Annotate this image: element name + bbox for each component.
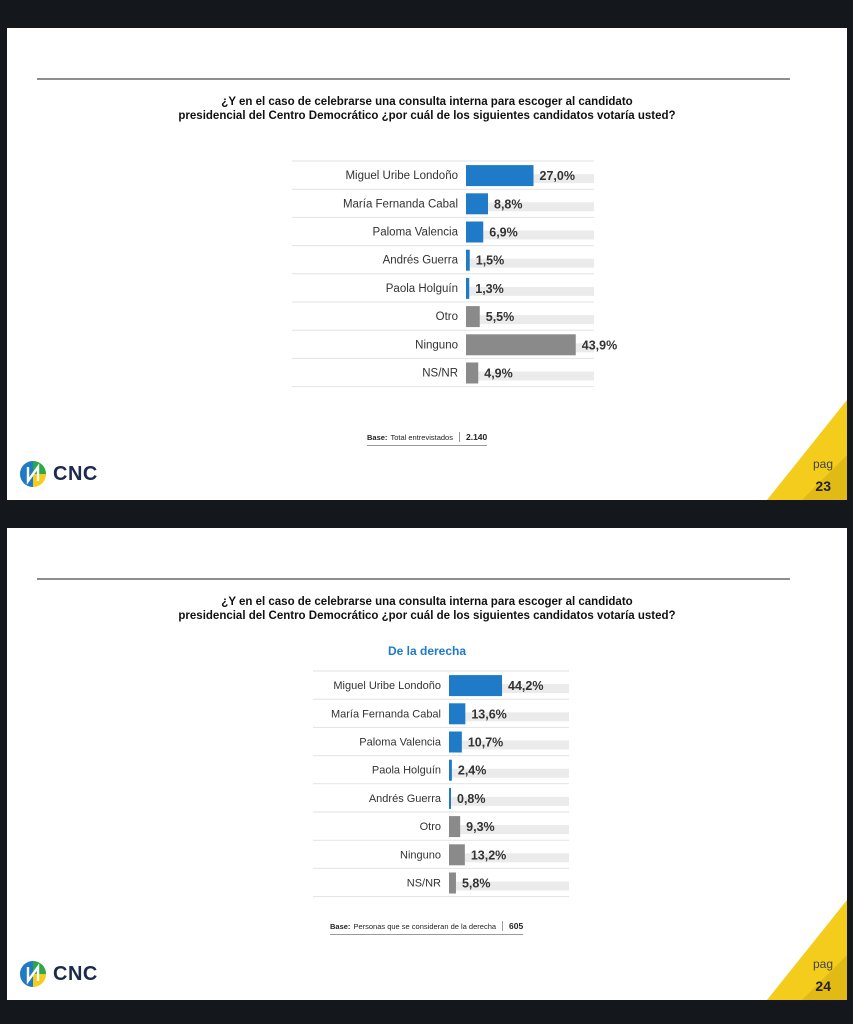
page-number: 23 [815, 478, 831, 494]
category-label: María Fernanda Cabal [342, 198, 458, 211]
value-label: 8,8% [494, 197, 523, 212]
base-label: Base: [367, 432, 388, 442]
value-label: 27,0% [539, 169, 575, 184]
page-label: pag [812, 957, 833, 971]
bar-chart-svg [292, 161, 618, 387]
bar [466, 193, 488, 214]
value-label: 5,5% [485, 310, 515, 325]
page-number: 24 [815, 978, 831, 994]
bar-chart-derecha [313, 671, 633, 897]
category-label: Paloma Valencia [372, 226, 458, 239]
value-label: 0,8% [457, 791, 486, 806]
base-value: 605 [502, 921, 523, 931]
value-label: 4,9% [484, 366, 513, 381]
bar [466, 306, 480, 327]
segment-subtitle: De la derecha [387, 644, 467, 658]
value-label: 6,9% [489, 225, 518, 240]
base-note [330, 918, 523, 935]
value-label: 44,2% [508, 679, 544, 694]
header-rule [37, 578, 790, 580]
bar [466, 334, 576, 355]
category-label: Miguel Uribe Londoño [345, 170, 458, 183]
category-label: NS/NR [406, 877, 441, 890]
question-title [87, 95, 767, 123]
bar [466, 278, 469, 299]
bar [466, 363, 478, 384]
base-value: 2.140 [459, 432, 487, 442]
cnc-logo-icon [19, 460, 47, 488]
category-label: Ninguno [400, 849, 441, 862]
value-label: 10,7% [467, 735, 504, 750]
bar [466, 222, 483, 243]
bar [449, 816, 460, 837]
bar-track [466, 231, 594, 240]
category-label: Miguel Uribe Londoño [333, 680, 441, 693]
cnc-logo-text: CNC [53, 962, 98, 985]
base-text: Total entrevistados [390, 432, 453, 442]
value-label: 5,8% [461, 876, 491, 891]
category-label: Ninguno [415, 339, 458, 352]
bar-track [449, 853, 569, 862]
corner-page-badge [767, 900, 847, 1000]
question-line-1: ¿Y en el caso de celebrarse una consulta interna para escoger al candidato [221, 96, 633, 108]
slide-page-24 [7, 528, 847, 1000]
bar [449, 873, 456, 894]
page-label: pag [812, 457, 833, 471]
question-line-2: presidencial del Centro Democrático ¿por cuál de los siguientes candidatos votaría usted? [178, 110, 676, 122]
question-line-1: ¿Y en el caso de celebrarse una consulta interna para escoger al candidato [221, 596, 633, 608]
cnc-logo [19, 960, 98, 988]
header-rule [37, 78, 790, 80]
question-line-2: presidencial del Centro Democrático ¿por cuál de los siguientes candidatos votaría usted? [178, 610, 676, 622]
bar [449, 760, 452, 781]
bar [449, 703, 465, 724]
value-label: 2,4% [457, 763, 487, 778]
value-label: 13,2% [470, 848, 507, 863]
category-label: Paloma Valencia [359, 736, 441, 749]
cnc-logo [19, 460, 98, 488]
bar [449, 732, 462, 753]
category-label: Andrés Guerra [368, 792, 441, 805]
bar [449, 788, 451, 809]
cnc-logo-icon [19, 960, 47, 988]
value-label: 1,5% [475, 253, 505, 268]
bar [449, 675, 502, 696]
category-label: NS/NR [422, 367, 458, 380]
category-label: Otro [435, 311, 458, 324]
bar-chart-total [292, 161, 618, 387]
bar [466, 250, 470, 271]
category-label: María Fernanda Cabal [330, 708, 441, 721]
bar [449, 844, 465, 865]
base-label: Base: [330, 921, 351, 931]
category-label: Paola Holguín [371, 764, 441, 777]
base-text: Personas que se consideran de la derecha [353, 921, 497, 931]
category-label: Andrés Guerra [382, 254, 458, 267]
value-label: 9,3% [466, 820, 495, 835]
question-title [87, 595, 767, 623]
slide-page-23 [7, 28, 847, 500]
value-label: 13,6% [471, 707, 507, 722]
bar [466, 165, 534, 186]
bar-chart-svg [313, 671, 633, 897]
value-label: 1,3% [475, 281, 504, 296]
base-note [367, 429, 487, 446]
corner-page-badge [767, 400, 847, 500]
cnc-logo-text: CNC [53, 462, 98, 485]
bar-track [449, 712, 569, 721]
category-label: Paola Holguín [385, 282, 458, 295]
value-label: 43,9% [581, 338, 618, 353]
category-label: Otro [419, 821, 441, 834]
